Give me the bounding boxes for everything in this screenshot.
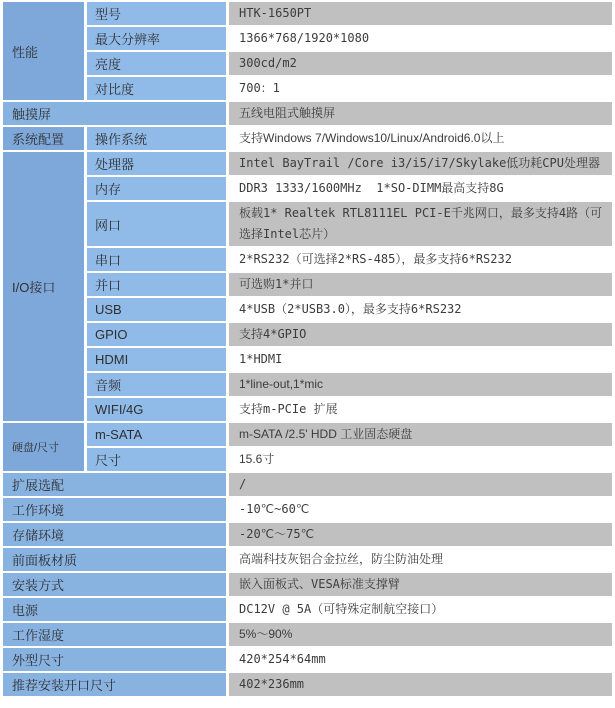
category-cell: 工作环境 [3, 498, 226, 521]
spec-value-cell: 五线电阻式触摸屏 [229, 102, 612, 125]
spec-row [3, 2, 612, 25]
spec-row [3, 177, 612, 200]
spec-value-cell: DDR3 1333/1600MHz 1*SO-DIMM最高支持8G [229, 177, 612, 200]
spec-label-cell: 处理器 [87, 152, 226, 175]
spec-row [3, 473, 612, 496]
category-cell: 前面板材质 [3, 548, 226, 571]
spec-row [3, 498, 612, 521]
spec-row [3, 102, 612, 125]
spec-value-cell: -10℃~60℃ [229, 498, 612, 521]
category-cell: 电源 [3, 598, 226, 621]
spec-value-cell: HTK-1650PT [229, 2, 612, 25]
spec-label-cell: 最大分辨率 [87, 27, 226, 50]
spec-value-cell: Intel BayTrail /Core i3/i5/i7/Skylake低功耗CPU处理器 [229, 152, 612, 175]
spec-row [3, 423, 612, 446]
spec-value-cell: 402*236mm [229, 673, 612, 696]
spec-row [3, 398, 612, 421]
category-cell: 工作湿度 [3, 623, 226, 646]
spec-value-cell: 支持Windows 7/Windows10/Linux/Android6.0以上 [229, 127, 612, 150]
spec-value-cell: 2*RS232（可选择2*RS-485），最多支持6*RS232 [229, 248, 612, 271]
spec-value-cell: -20℃～75℃ [229, 523, 612, 546]
spec-label-cell: 内存 [87, 177, 226, 200]
spec-row [3, 623, 612, 646]
spec-label-cell: 并口 [87, 273, 226, 296]
spec-row [3, 127, 612, 150]
spec-row [3, 52, 612, 75]
spec-label-cell: WIFI/4G [87, 398, 226, 421]
spec-value-cell: 高端科技灰铝合金拉丝，防尘防油处理 [229, 548, 612, 571]
spec-label-cell: 对比度 [87, 77, 226, 100]
spec-value-cell: 420*254*64mm [229, 648, 612, 671]
spec-value-cell: 可选购1*并口 [229, 273, 612, 296]
spec-row [3, 152, 612, 175]
category-cell: 性能 [3, 2, 84, 100]
spec-value-cell: 1*line-out,1*mic [229, 373, 612, 396]
spec-row [3, 77, 612, 100]
spec-row [3, 273, 612, 296]
spec-row [3, 648, 612, 671]
spec-row [3, 548, 612, 571]
category-cell: 推荐安装开口尺寸 [3, 673, 226, 696]
spec-value-cell: 支持4*GPIO [229, 323, 612, 346]
spec-row [3, 523, 612, 546]
spec-label-cell: USB [87, 298, 226, 321]
spec-label-cell: m-SATA [87, 423, 226, 446]
category-cell: 存储环境 [3, 523, 226, 546]
spec-row [3, 202, 612, 246]
spec-value-cell: 700：1 [229, 77, 612, 100]
spec-value-cell: DC12V @ 5A（可特殊定制航空接口） [229, 598, 612, 621]
spec-row [3, 348, 612, 371]
spec-value-cell: 1366*768/1920*1080 [229, 27, 612, 50]
spec-value-cell: 15.6寸 [229, 448, 612, 471]
spec-value-cell: / [229, 473, 612, 496]
spec-label-cell: 音频 [87, 373, 226, 396]
spec-value-cell: 5%～90% [229, 623, 612, 646]
spec-label-cell: 网口 [87, 202, 226, 246]
spec-label-cell: 型号 [87, 2, 226, 25]
spec-value-cell: 4*USB（2*USB3.0），最多支持6*RS232 [229, 298, 612, 321]
spec-label-cell: 串口 [87, 248, 226, 271]
spec-value-cell: 嵌入面板式、VESA标准支撑臂 [229, 573, 612, 596]
spec-row [3, 673, 612, 696]
spec-row [3, 448, 612, 471]
spec-value-cell: 300cd/m2 [229, 52, 612, 75]
spec-value-cell: 板载1* Realtek RTL8111EL PCI-E千兆网口，最多支持4路（可选择Intel芯片） [229, 202, 612, 246]
category-cell: 系统配置 [3, 127, 84, 150]
spec-row [3, 248, 612, 271]
category-cell: I/O接口 [3, 152, 84, 421]
spec-label-cell: HDMI [87, 348, 226, 371]
spec-row [3, 323, 612, 346]
spec-label-cell: 尺寸 [87, 448, 226, 471]
spec-label-cell: 亮度 [87, 52, 226, 75]
spec-row [3, 373, 612, 396]
spec-row [3, 298, 612, 321]
spec-row [3, 27, 612, 50]
category-cell: 安装方式 [3, 573, 226, 596]
spec-value-cell: 支持m-PCIe 扩展 [229, 398, 612, 421]
spec-value-cell: m-SATA /2.5' HDD 工业固态硬盘 [229, 423, 612, 446]
category-cell: 扩展选配 [3, 473, 226, 496]
spec-row [3, 598, 612, 621]
spec-row [3, 573, 612, 596]
category-cell: 触摸屏 [3, 102, 226, 125]
spec-value-cell: 1*HDMI [229, 348, 612, 371]
spec-label-cell: 操作系统 [87, 127, 226, 150]
spec-label-cell: GPIO [87, 323, 226, 346]
category-cell: 硬盘/尺寸 [3, 423, 84, 471]
category-cell: 外型尺寸 [3, 648, 226, 671]
